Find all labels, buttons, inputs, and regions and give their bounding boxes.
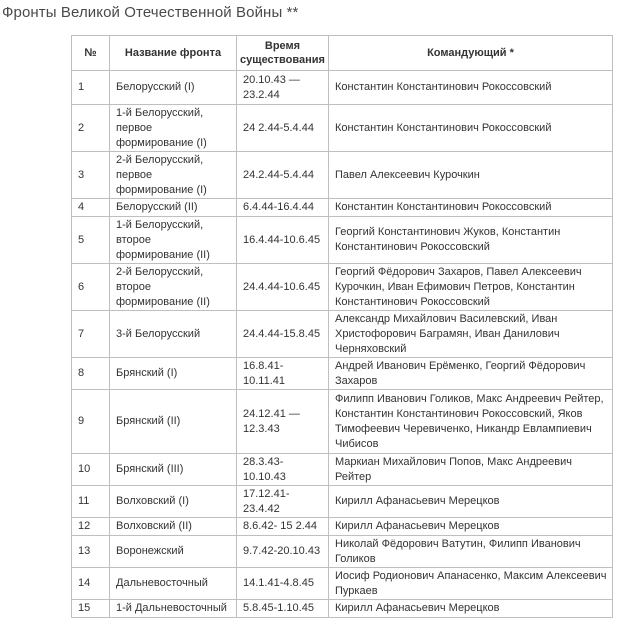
cell-front-name: Белорусский (II) [110, 199, 237, 217]
cell-existence-period: 24.4.44-15.8.45 [237, 311, 329, 358]
cell-existence-period: 16.4.44-10.6.45 [237, 217, 329, 264]
table-row [72, 486, 613, 518]
header-front-name: Название фронта [110, 36, 237, 71]
table-row [72, 199, 613, 217]
cell-commander: Андрей Иванович Ерёменко, Георгий Фёдорович Захаров [329, 358, 613, 390]
table-header-row [72, 36, 613, 71]
cell-commander: Александр Михайлович Василевский, Иван Христофорович Баграмян, Иван Данилович Черняховский [329, 311, 613, 358]
table-row [72, 217, 613, 264]
cell-number: 7 [72, 311, 110, 358]
cell-front-name: Воронежский [110, 536, 237, 568]
cell-existence-period: 28.3.43- 10.10.43 [237, 454, 329, 486]
cell-commander: Константин Константинович Рокоссовский [329, 71, 613, 105]
cell-existence-period: 14.1.41-4.8.45 [237, 568, 329, 600]
cell-commander: Константин Константинович Рокоссовский [329, 199, 613, 217]
cell-number: 3 [72, 152, 110, 199]
cell-front-name: Брянский (II) [110, 390, 237, 454]
cell-number: 11 [72, 486, 110, 518]
table-row [72, 390, 613, 454]
cell-existence-period: 9.7.42-20.10.43 [237, 536, 329, 568]
cell-commander: Константин Константинович Рокоссовский [329, 105, 613, 152]
cell-commander: Николай Фёдорович Ватутин, Филипп Иванович Голиков [329, 536, 613, 568]
cell-commander: Кирилл Афанасьевич Мерецков [329, 518, 613, 536]
cell-commander: Георгий Константинович Жуков, Константин Константинович Рокоссовский [329, 217, 613, 264]
table-body [72, 71, 613, 618]
cell-front-name: 2-й Белорусский, первое формирование (I) [110, 152, 237, 199]
cell-existence-period: 20.10.43 — 23.2.44 [237, 71, 329, 105]
cell-existence-period: 8.6.42- 15 2.44 [237, 518, 329, 536]
cell-existence-period: 24.4.44-10.6.45 [237, 264, 329, 311]
cell-front-name: Брянский (I) [110, 358, 237, 390]
table-row [72, 358, 613, 390]
cell-commander: Георгий Фёдорович Захаров, Павел Алексеевич Курочкин, Иван Ефимович Петров, Константин Константинович Рокоссовский [329, 264, 613, 311]
cell-commander: Филипп Иванович Голиков, Макс Андреевич Рейтер, Константин Константинович Рокоссовский, Яков Тимофеевич Черевиченко, Никандр Евлампиевич Чибисов [329, 390, 613, 454]
cell-front-name: Брянский (III) [110, 454, 237, 486]
cell-front-name: 1-й Дальневосточный [110, 600, 237, 618]
cell-number: 13 [72, 536, 110, 568]
cell-front-name: Волховский (I) [110, 486, 237, 518]
cell-front-name: 1-й Белорусский, первое формирование (I) [110, 105, 237, 152]
table-row [72, 568, 613, 600]
cell-commander: Павел Алексеевич Курочкин [329, 152, 613, 199]
table-row [72, 454, 613, 486]
cell-number: 9 [72, 390, 110, 454]
cell-number: 4 [72, 199, 110, 217]
cell-front-name: 1-й Белорусский, второе формирование (II) [110, 217, 237, 264]
cell-existence-period: 24.12.41 — 12.3.43 [237, 390, 329, 454]
table-row [72, 518, 613, 536]
cell-number: 15 [72, 600, 110, 618]
cell-front-name: Волховский (II) [110, 518, 237, 536]
cell-number: 2 [72, 105, 110, 152]
cell-commander: Маркиан Михайлович Попов, Макс Андреевич Рейтер [329, 454, 613, 486]
cell-front-name: Дальневосточный [110, 568, 237, 600]
cell-commander: Кирилл Афанасьевич Мерецков [329, 486, 613, 518]
table-row [72, 536, 613, 568]
cell-existence-period: 16.8.41- 10.11.41 [237, 358, 329, 390]
table-row [72, 71, 613, 105]
cell-commander: Иосиф Родионович Апанасенко, Максим Алексеевич Пуркаев [329, 568, 613, 600]
cell-commander: Кирилл Афанасьевич Мерецков [329, 600, 613, 618]
cell-number: 8 [72, 358, 110, 390]
cell-existence-period: 24 2.44-5.4.44 [237, 105, 329, 152]
cell-front-name: Белорусский (I) [110, 71, 237, 105]
cell-number: 12 [72, 518, 110, 536]
header-number: № [72, 36, 110, 71]
cell-existence-period: 5.8.45-1.10.45 [237, 600, 329, 618]
header-existence-period: Время существования [237, 36, 329, 71]
fronts-table [71, 35, 613, 618]
cell-existence-period: 24.2.44-5.4.44 [237, 152, 329, 199]
table-row [72, 311, 613, 358]
table-row [72, 264, 613, 311]
cell-number: 10 [72, 454, 110, 486]
cell-number: 1 [72, 71, 110, 105]
page-title: Фронты Великой Отечественной Войны ** [2, 4, 299, 21]
cell-front-name: 2-й Белорусский, второе формирование (II) [110, 264, 237, 311]
cell-number: 14 [72, 568, 110, 600]
cell-front-name: 3-й Белорусский [110, 311, 237, 358]
header-commander: Командующий * [329, 36, 613, 71]
table-row [72, 152, 613, 199]
cell-existence-period: 17.12.41- 23.4.42 [237, 486, 329, 518]
table-row [72, 105, 613, 152]
cell-number: 6 [72, 264, 110, 311]
cell-number: 5 [72, 217, 110, 264]
cell-existence-period: 6.4.44-16.4.44 [237, 199, 329, 217]
